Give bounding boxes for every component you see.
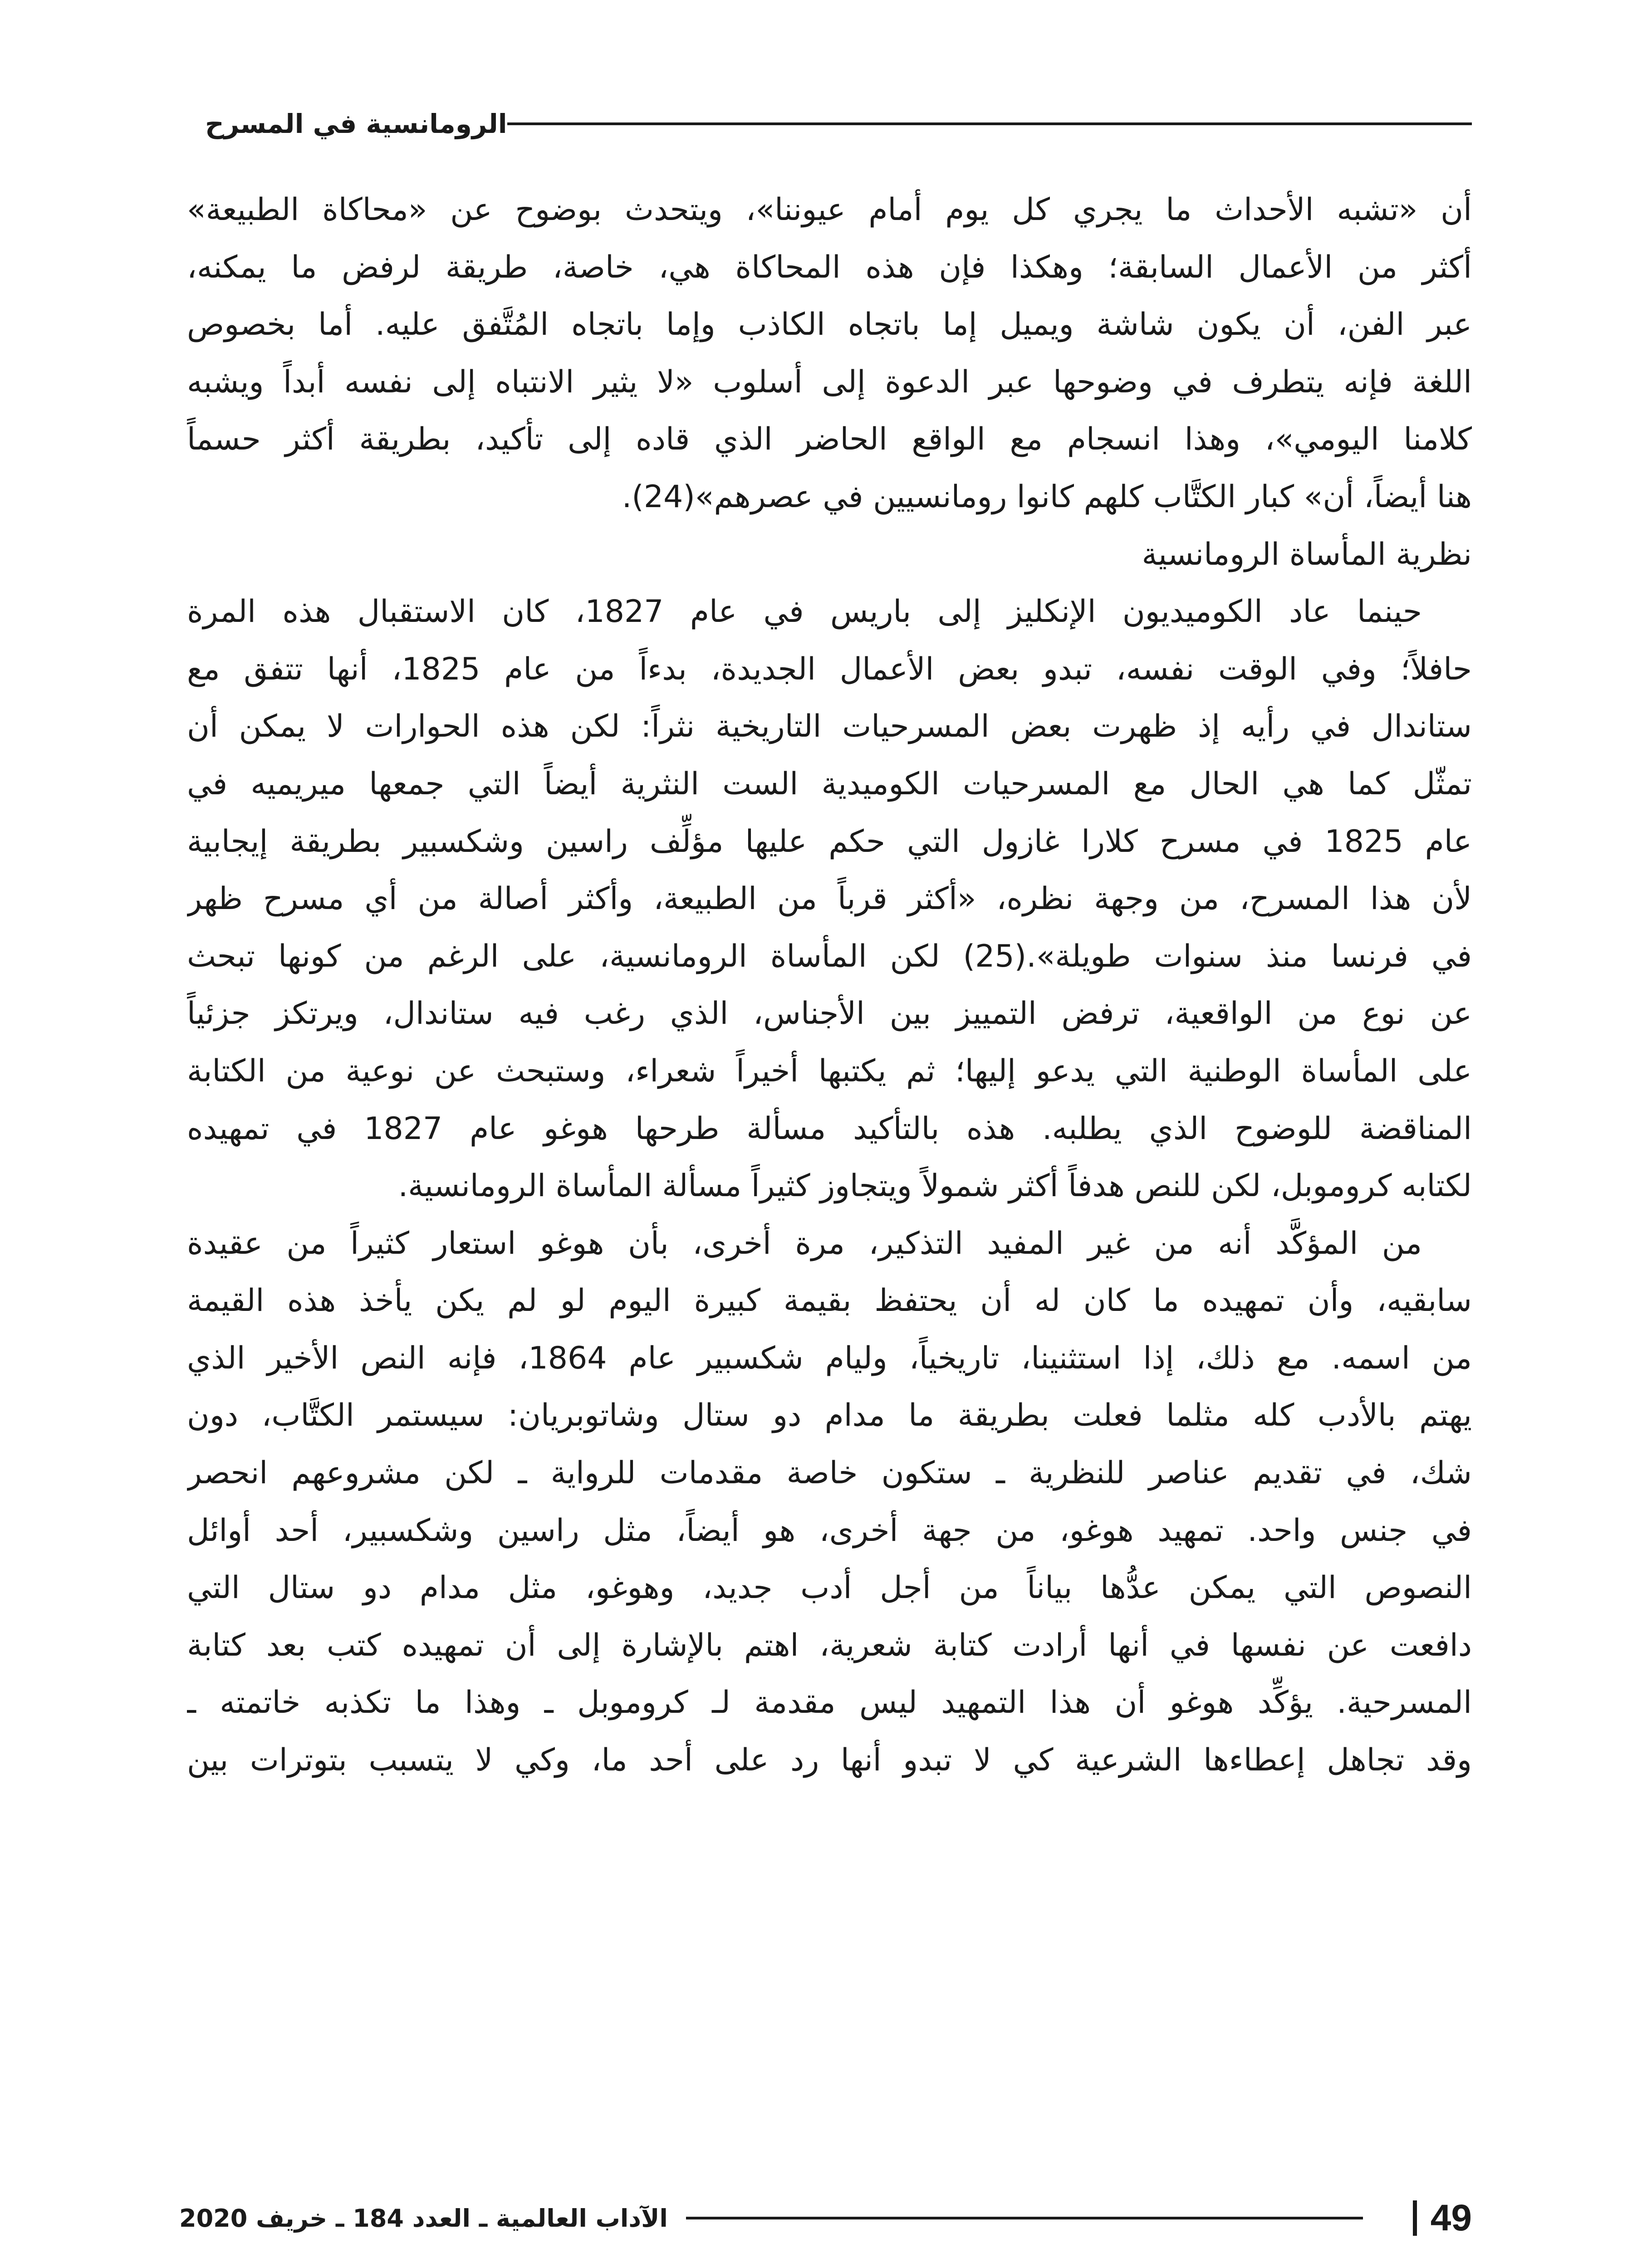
header-rule	[507, 122, 1472, 125]
text-line: ستاندال في رأيه إذ ظهرت بعض المسرحيات التاريخية نثراً: لكن هذه الحوارات لا يمكن أن	[187, 709, 1472, 745]
text-line: في جنس واحد. تمهيد هوغو، من جهة أخرى، هو أيضاً، مثل راسين وشكسبير، أحد أوائل	[187, 1512, 1472, 1549]
body-text	[187, 181, 1472, 1789]
text-line: لكتابه كروموبل، لكن للنص هدفاً أكثر شمولاً ويتجاوز كثيراً مسألة المأساة الرومانسية.	[398, 1168, 1472, 1204]
text-line: اللغة فإنه يتطرف في وضوحها عبر الدعوة إلى أسلوب «لا يثير الانتباه إلى نفسه أبداً ويشبه	[187, 364, 1472, 400]
running-title: الرومانسية في المسرح	[205, 108, 507, 139]
footer-separator	[1413, 2200, 1417, 2236]
text-line: وقد تجاهل إعطاءها الشرعية كي لا تبدو أنها رد على أحد ما، وكي لا يتسبب بتوترات بين	[187, 1742, 1472, 1779]
text-line: كلامنا اليومي»، وهذا انسجام مع الواقع الحاضر الذي قاده إلى تأكيد، بطريقة أكثر حسماً	[187, 421, 1472, 458]
section-heading: نظرية المأساة الرومانسية	[1142, 536, 1472, 572]
text-line: من المؤكَّد أنه من غير المفيد التذكير، مرة أخرى، بأن هوغو استعار كثيراً من عقيدة	[187, 1225, 1422, 1261]
text-line: حافلاً؛ وفي الوقت نفسه، تبدو بعض الأعمال الجديدة، بدءاً من عام 1825، أنها تتفق مع	[187, 651, 1472, 687]
text-line: المناقضة للوضوح الذي يطلبه. هذه بالتأكيد مسألة طرحها هوغو عام 1827 في تمهيده	[187, 1110, 1472, 1147]
page-number: 49	[1430, 2197, 1472, 2239]
text-line: حينما عاد الكوميديون الإنكليز إلى باريس في عام 1827، كان الاستقبال هذه المرة	[187, 594, 1422, 630]
text-line: عن نوع من الواقعية، ترفض التمييز بين الأجناس، الذي رغب فيه ستاندال، ويرتكز جزئياً	[187, 996, 1472, 1032]
text-line: عام 1825 في مسرح كلارا غازول التي حكم عليها مؤلِّف راسين وشكسبير بطريقة إيجابية	[187, 823, 1472, 860]
text-line: دافعت عن نفسها في أنها أرادت كتابة شعرية، اهتم بالإشارة إلى أن تمهيده كتب بعد كتابة	[187, 1627, 1472, 1663]
text-line: تمثّل كما هي الحال مع المسرحيات الكوميدية الست النثرية أيضاً التي جمعها ميريميه في	[187, 766, 1472, 802]
text-line: في فرنسا منذ سنوات طويلة».(25) لكن المأساة الرومانسية، على الرغم من كونها تبحث	[187, 938, 1472, 974]
text-line: شك، في تقديم عناصر للنظرية ـ ستكون خاصة مقدمات للرواية ـ لكن مشروعهم انحصر	[187, 1455, 1472, 1491]
text-line: النصوص التي يمكن عدُّها بياناً من أجل أدب جديد، وهوغو، مثل مدام دو ستال التي	[187, 1570, 1472, 1606]
text-line: سابقيه، وأن تمهيده ما كان له أن يحتفظ بقيمة كبيرة اليوم لو لم يكن يأخذ هذه القيمة	[187, 1283, 1472, 1319]
text-line: هنا أيضاً، أن» كبار الكتَّاب كلهم كانوا رومانسيين في عصرهم»(24).	[622, 479, 1472, 515]
running-header	[187, 103, 1472, 144]
footer-rule	[686, 2217, 1363, 2219]
text-line: المسرحية. يؤكِّد هوغو أن هذا التمهيد ليس مقدمة لـ كروموبل ـ وهذا ما تكذبه خاتمته ـ	[187, 1685, 1472, 1721]
journal-issue: الآداب العالمية ـ العدد 184 ـ خريف 2020	[179, 2204, 668, 2233]
page-footer	[179, 2193, 1472, 2243]
text-line: عبر الفن، أن يكون شاشة ويميل إما باتجاه الكاذب وإما باتجاه المُتَّفق عليه. أما بخصوص	[187, 307, 1472, 343]
text-line: أن «تشبه الأحداث ما يجري كل يوم أمام عيوننا»، ويتحدث بوضوح عن «محاكاة الطبيعة»	[187, 192, 1472, 228]
text-line: على المأساة الوطنية التي يدعو إليها؛ ثم يكتبها أخيراً شعراء، وستبحث عن نوعية من الكتابة	[187, 1053, 1472, 1089]
text-line: أكثر من الأعمال السابقة؛ وهكذا فإن هذه المحاكاة هي، خاصة، طريقة لرفض ما يمكنه،	[187, 249, 1472, 285]
text-line: يهتم بالأدب كله مثلما فعلت بطريقة ما مدام دو ستال وشاتوبريان: سيستمر الكتَّاب، دون	[187, 1398, 1472, 1434]
text-line: من اسمه. مع ذلك، إذا استثنينا، تاريخياً، وليام شكسبير عام 1864، فإنه النص الأخير الذي	[187, 1340, 1472, 1376]
text-line: لأن هذا المسرح، من وجهة نظره، «أكثر قرباً من الطبيعة، وأكثر أصالة من أي مسرح ظهر	[187, 881, 1472, 917]
